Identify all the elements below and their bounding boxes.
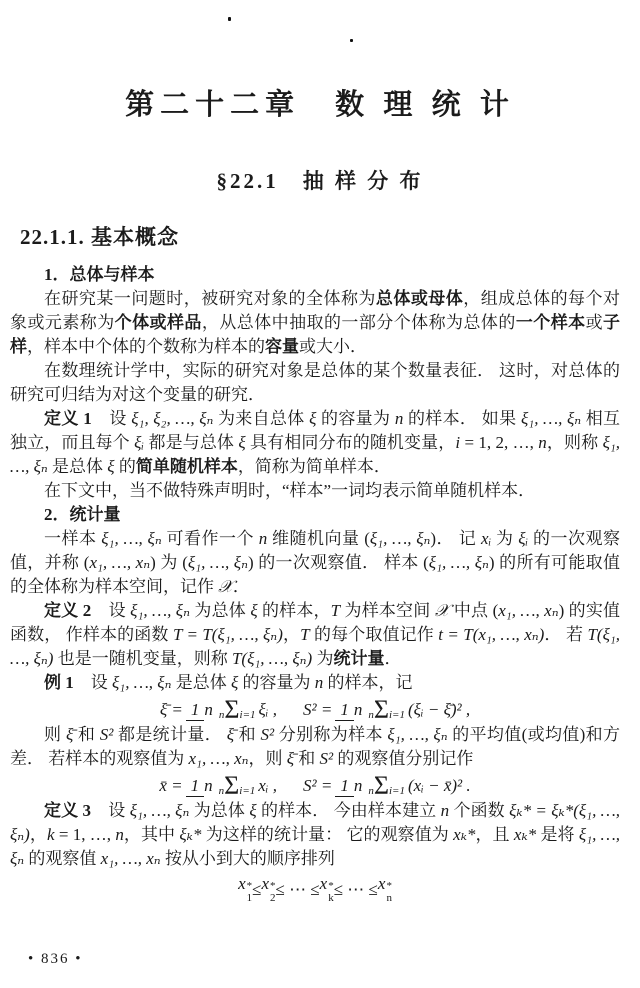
paragraph-statistic-observation: 则 ξ̄ 和 S² 都是统计量． ξ̄ 和 S² 分别称为样本 ξ₁, …, ξₙ 的平均值(或均值)和方差． 若样本的观察值为 x₁, …, xₙ，则 ξ̄ 和 S² 的观察值分别记作 bbox=[10, 724, 621, 768]
section-title: §22.1 抽 样 分 布 bbox=[216, 168, 424, 193]
scan-speck bbox=[228, 17, 231, 21]
chapter-title: 第二十二章 数 理 统 计 bbox=[125, 89, 515, 121]
page-number: • 836 • bbox=[28, 951, 83, 967]
paragraph-study-object: 在数理统计学中，实际的研究对象是总体的某个数量表征． 这时，对总体的研究可归结为对这个变量的研究． bbox=[10, 360, 620, 404]
paragraph-definition-2: 定义 2 设 ξ₁, …, ξₙ 为总体 ξ 的样本，T 为样本空间 𝒳 中点 (x₁, …, xₙ) 的实值函数， 作样本的函数 T = T(ξ₁, …, ξₙ)，T 的每个取值记作 t = T(x₁, …, xₙ)． 若 T(ξ₁, …, ξₙ) 也是一随机变量，则称 T(ξ₁, …, ξₙ) 为统计量． bbox=[10, 600, 621, 668]
paragraph-definition-3: 定义 3 设 ξ₁, …, ξₙ 为总体 ξ 的样本． 今由样本建立 n 个函数 ξₖ* = ξₖ*(ξ₁, …, ξₙ)，k = 1, …, n，其中 ξₖ* 为这样的统计量： 它的观察值为 xₖ*，且 xₖ* 是将 ξ₁, …, ξₙ 的观察值 x₁, …, xₙ 按从小到大的顺序排列 bbox=[10, 800, 621, 868]
equation-observed-mean-variance: x̄ =1 n nΣi=1xᵢ , S² =1 n nΣi=1(xᵢ − x̄)² . bbox=[159, 770, 471, 800]
subheading-population-and-sample: 1．总体与样本 bbox=[44, 264, 155, 284]
equation-sample-mean-variance: ξ̄ =1 n nΣi=1ξᵢ , S² =1 n nΣi=1(ξᵢ − ξ̄)² , bbox=[159, 694, 471, 724]
scan-speck bbox=[350, 39, 353, 42]
equation-order-statistics: x * 1 ≤x * 2 ≤ ⋯ ≤x * k ≤ ⋯ ≤x * n bbox=[238, 873, 392, 904]
body-text bbox=[10, 263, 620, 904]
paragraph-population-definition: 在研究某一问题时，被研究对象的全体称为总体或母体，组成总体的每个对象或元素称为个体或样品，从总体中抽取的一部分个体称为总体的一个样本或子样，样本中个体的个数称为样本的容量或大小． bbox=[10, 288, 621, 356]
paragraph-example-1: 例 1 设 ξ₁, …, ξₙ 是总体 ξ 的容量为 n 的样本，记 bbox=[44, 672, 413, 692]
subsection-title: 22.1.1. 基本概念 bbox=[20, 224, 179, 249]
subheading-statistic: 2．统计量 bbox=[44, 504, 121, 524]
paragraph-sample-convention: 在下文中，当不做特殊声明时，“样本”一词均表示简单随机样本． bbox=[44, 480, 536, 500]
paragraph-definition-1: 定义 1 设 ξ₁, ξ₂, …, ξₙ 为来自总体 ξ 的容量为 n 的样本． 如果 ξ₁, …, ξₙ 相互独立，而且每个 ξᵢ 都是与总体 ξ 具有相同分布的随机变量，i = 1, 2, …, n，则称 ξ₁, …, ξₙ 是总体 ξ 的简单随机样本，简称为简单样本． bbox=[10, 408, 621, 476]
paragraph-sample-space: 一样本 ξ₁, …, ξₙ 可看作一个 n 维随机向量 (ξ₁, …, ξₙ)． 记 xᵢ 为 ξᵢ 的一次观察值，并称 (x₁, …, xₙ) 为 (ξ₁, …, ξₙ) 的一次观察值． 样本 (ξ₁, …, ξₙ) 的所有可能取值的全体称为样本空间，记作 𝒳． bbox=[10, 528, 621, 596]
